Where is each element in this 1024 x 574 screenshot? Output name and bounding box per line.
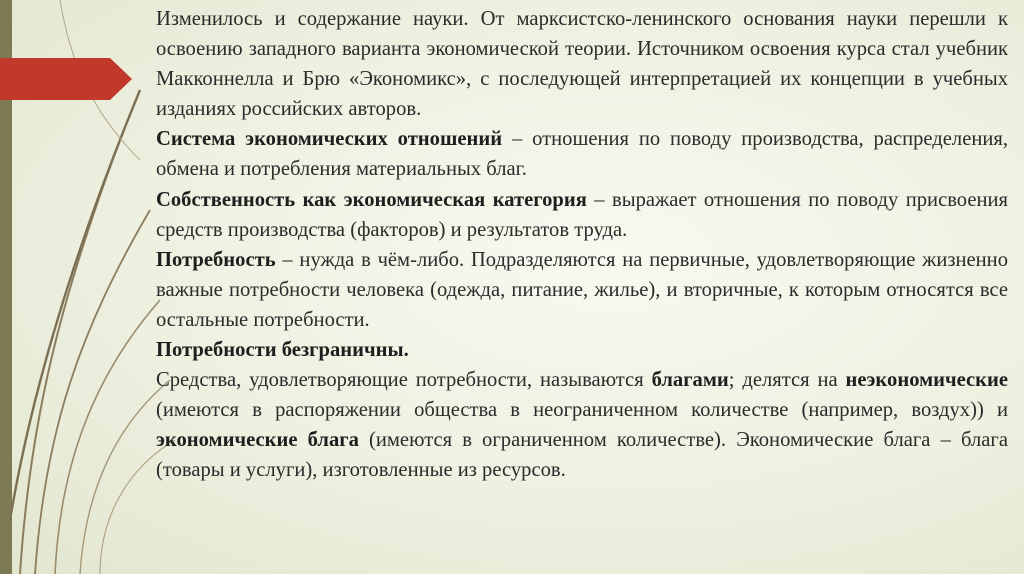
paragraph-economic-relations <box>156 124 1008 184</box>
term-non-economic: неэкономические <box>845 369 1009 392</box>
term-economic-relations: Система экономических отношений <box>156 128 503 151</box>
paragraph-intro: Изменилось и содержание науки. От марксистско-ленинского основания науки перешли к освоению западного варианта экономической теории. Источником освоения курса стал учебник Макконнелла и Брю «Экономикс», с последующей интерпретацией их концепции в учебных изданиях российских авторов. <box>156 8 1008 121</box>
goods-text-3: (имеются в распоряжении общества в неограниченном количестве (например, воздух)) и <box>156 399 1008 422</box>
definition-need: – нужда в чём-либо. Подразделяются на первичные, удовлетворяющие жизненно важные потребности человека (одежда, питание, жилье), и вторичные, к которым относятся все остальные потребности. <box>156 248 1008 331</box>
paragraph-property <box>156 185 1008 245</box>
goods-text-4: (имеются в ограниченном количестве). Экономические блага – блага (товары и услуги), изготовленные из ресурсов. <box>156 429 1008 482</box>
slide-text <box>156 4 1008 486</box>
term-property: Собственность как экономическая категория <box>156 188 587 211</box>
paragraph-need <box>156 245 1008 335</box>
goods-text-1: Средства, удовлетворяющие потребности, называются <box>156 369 652 392</box>
term-economic-goods: экономические блага <box>156 429 359 452</box>
definition-property: – выражает отношения по поводу присвоения средств производства (факторов) и результатов труда. <box>156 188 1008 241</box>
goods-text-2: ; делятся на <box>728 369 846 392</box>
term-goods: благами <box>651 369 729 392</box>
paragraph-goods <box>156 365 1008 485</box>
definition-economic-relations: – отношения по поводу производства, распределения, обмена и потребления материальных благ. <box>156 128 1009 181</box>
term-needs-unlimited: Потребности безграничны. <box>156 339 409 362</box>
red-arrow-icon <box>0 58 132 100</box>
paragraph-needs-unlimited <box>156 335 1008 365</box>
term-need: Потребность <box>156 248 276 271</box>
